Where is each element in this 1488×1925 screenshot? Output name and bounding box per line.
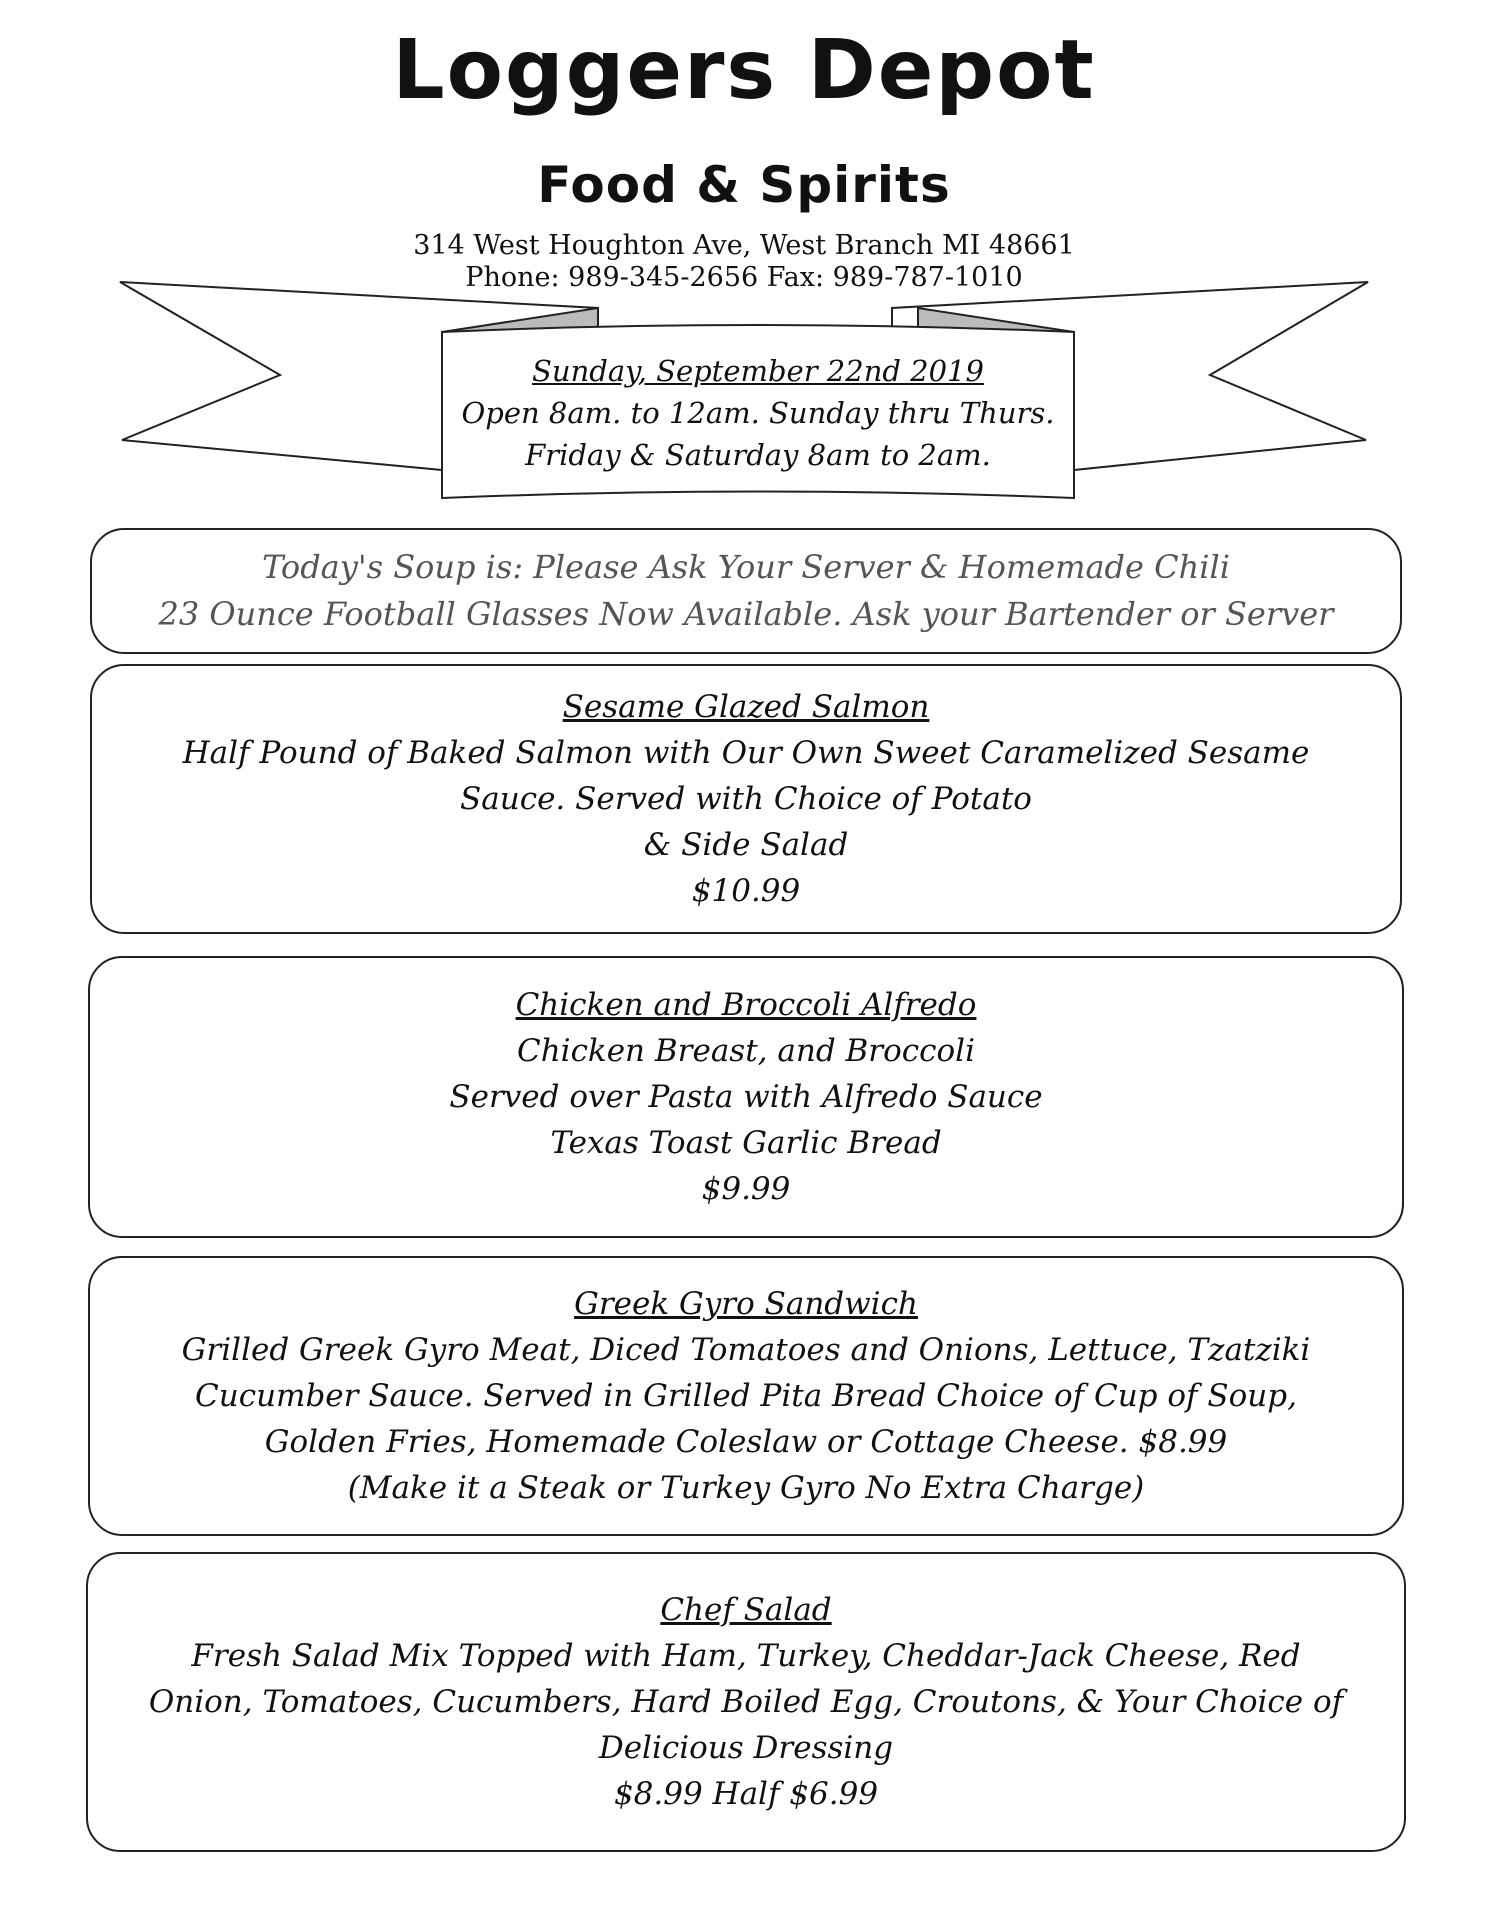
special-item: [88, 956, 1404, 1238]
phone-fax: Phone: 989-345-2656 Fax: 989-787-1010: [465, 262, 1023, 293]
special-description: (Make it a Steak or Turkey Gyro No Extra Charge): [347, 1470, 1145, 1506]
banner-text: [442, 350, 1074, 476]
special-name: Chef Salad: [660, 1592, 832, 1628]
restaurant-tagline: Food & Spirits: [537, 156, 951, 214]
special-description: Fresh Salad Mix Topped with Ham, Turkey, Cheddar-Jack Cheese, Red: [191, 1638, 1301, 1674]
address: 314 West Houghton Ave, West Branch MI 48661: [413, 230, 1075, 261]
football-glasses-notice: 23 Ounce Football Glasses Now Available. Ask your Bartender or Server: [158, 595, 1334, 633]
special-description: Golden Fries, Homemade Coleslaw or Cottage Cheese. $8.99: [264, 1424, 1228, 1460]
soup-of-day: Today's Soup is: Please Ask Your Server & Homemade Chili: [262, 548, 1230, 586]
special-description: Half Pound of Baked Salmon with Our Own Sweet Caramelized Sesame: [182, 735, 1310, 771]
menu-date: Sunday, September 22nd 2019: [532, 354, 984, 388]
special-description: & Side Salad: [643, 827, 849, 863]
special-name: Greek Gyro Sandwich: [574, 1286, 918, 1322]
special-item: [88, 1256, 1404, 1536]
special-item: [86, 1552, 1406, 1852]
hours-weekday: Open 8am. to 12am. Sunday thru Thurs.: [461, 396, 1055, 430]
special-price: $9.99: [701, 1171, 791, 1207]
special-item: [90, 664, 1402, 934]
special-price: $8.99 Half $6.99: [613, 1776, 879, 1812]
special-description: Sauce. Served with Choice of Potato: [460, 781, 1032, 817]
soup-notice-box: [90, 528, 1402, 654]
special-description: Grilled Greek Gyro Meat, Diced Tomatoes and Onions, Lettuce, Tzatziki: [181, 1332, 1311, 1368]
special-price: $10.99: [691, 873, 801, 909]
special-description: Chicken Breast, and Broccoli: [516, 1033, 976, 1069]
special-description: Cucumber Sauce. Served in Grilled Pita Bread Choice of Cup of Soup,: [195, 1378, 1297, 1414]
special-description: Served over Pasta with Alfredo Sauce: [449, 1079, 1043, 1115]
special-name: Chicken and Broccoli Alfredo: [515, 987, 977, 1023]
special-name: Sesame Glazed Salmon: [562, 689, 930, 725]
special-description: Onion, Tomatoes, Cucumbers, Hard Boiled Egg, Croutons, & Your Choice of: [148, 1684, 1344, 1720]
special-description: Delicious Dressing: [598, 1730, 894, 1766]
special-description: Texas Toast Garlic Bread: [550, 1125, 942, 1161]
hours-weekend: Friday & Saturday 8am to 2am.: [525, 438, 991, 472]
restaurant-name: Loggers Depot: [392, 23, 1096, 118]
